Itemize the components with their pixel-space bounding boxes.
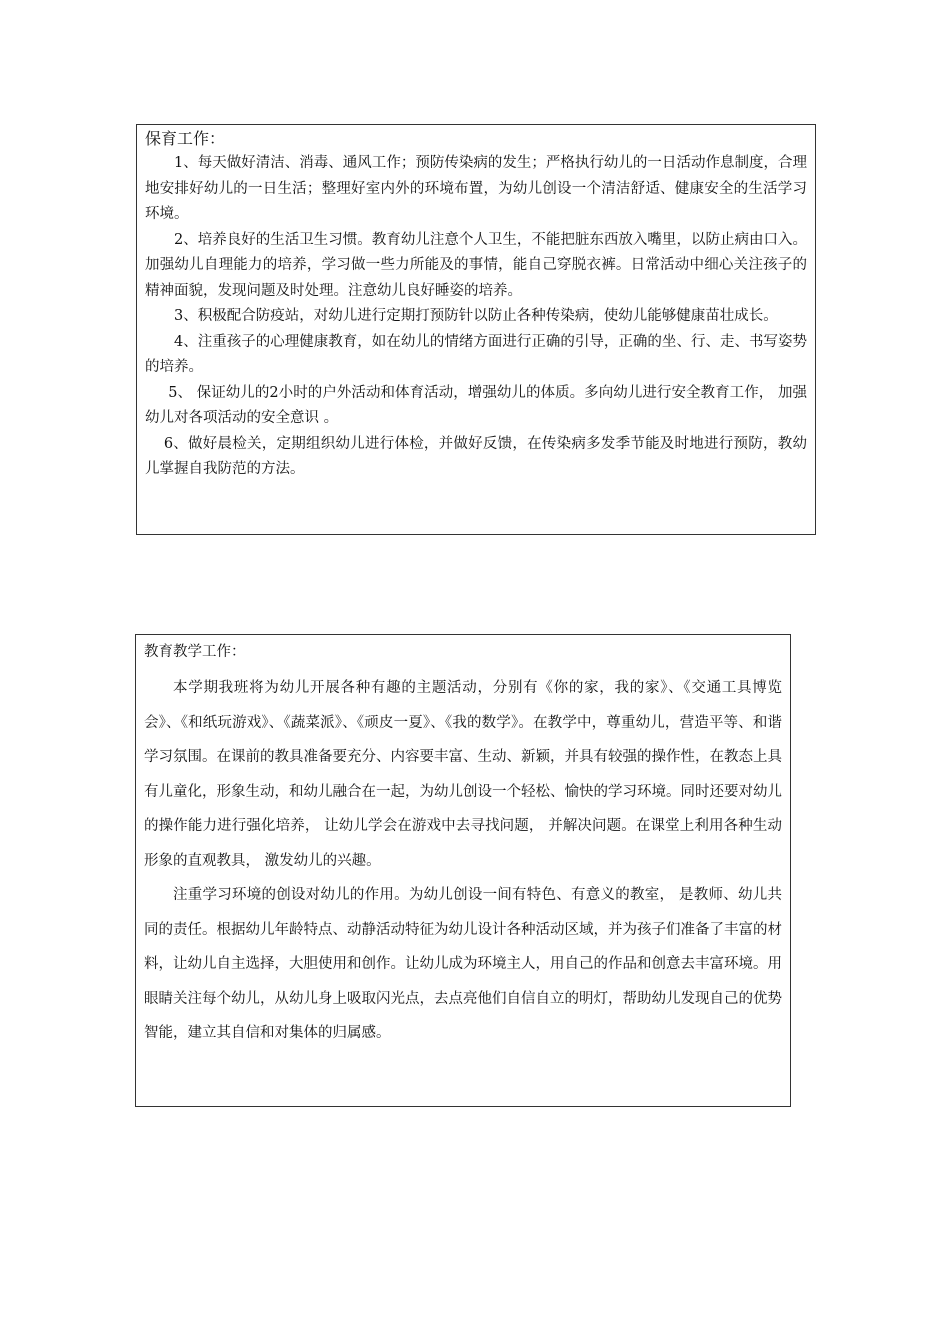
- care-item-2: 2、培养良好的生活卫生习惯。教育幼儿注意个人卫生，不能把脏东西放入嘴里，以防止病由口入。加强幼儿自理能力的培养，学习做一些力所能及的事情，能自己穿脱衣裤。日常活动中细心关注孩子的精神面貌，发现问题及时处理。注意幼儿良好睡姿的培养。: [145, 231, 807, 299]
- care-work-section: [136, 124, 816, 535]
- teaching-paragraph-1: 本学期我班将为幼儿开展各种有趣的主题活动，分别有《你的家，我的家》、《交通工具博览会》、《和纸玩游戏》、《蔬菜派》、《顽皮一夏》、《我的数学》。在教学中，尊重幼儿，营造平等、和谐学习氛围。在课前的教具准备要充分、内容要丰富、生动、新颖，并具有较强的操作性，在教态上具有儿童化，形象生动，和幼儿融合在一起，为幼儿创设一个轻松、愉快的学习环境。同时还要对幼儿的操作能力进行强化培养， 让幼儿学会在游戏中去寻找问题， 并解决问题。在课堂上利用各种生动形象的直观教具， 激发幼儿的兴趣。: [144, 680, 782, 869]
- care-item-3: 3、积极配合防疫站，对幼儿进行定期打预防针以防止各种传染病，使幼儿能够健康苗壮成长。: [174, 308, 778, 324]
- care-item-6: 6、做好晨检关，定期组织幼儿进行体检，并做好反馈，在传染病多发季节能及时地进行预防，教幼儿掌握自我防范的方法。: [145, 435, 807, 477]
- teaching-paragraph-2: 注重学习环境的创设对幼儿的作用。为幼儿创设一间有特色、有意义的教室， 是教师、幼儿共同的责任。根据幼儿年龄特点、动静活动特征为幼儿设计各种活动区域，并为孩子们准备了丰富的材料，让幼儿自主选择，大胆使用和创作。让幼儿成为环境主人，用自己的作品和创意去丰富环境。用眼睛关注每个幼儿，从幼儿身上吸取闪光点，去点亮他们自信自立的明灯，帮助幼儿发现自己的优势智能，建立其自信和对集体的归属感。: [144, 887, 782, 1041]
- care-item-1: 1、每天做好清洁、消毒、通风工作；预防传染病的发生；严格执行幼儿的一日活动作息制度，合理地安排好幼儿的一日生活；整理好室内外的环境布置，为幼儿创设一个清洁舒适、健康安全的生活学习环境。: [145, 155, 807, 222]
- care-item-4: 4、注重孩子的心理健康教育，如在幼儿的情绪方面进行正确的引导，正确的坐、行、走、书写姿势的培养。: [145, 333, 807, 375]
- care-work-heading: 保育工作：: [145, 129, 226, 148]
- teaching-work-heading: 教育教学工作：: [144, 644, 246, 660]
- care-item-5: 5、 保证幼儿的2小时的户外活动和体育活动，增强幼儿的体质。多向幼儿进行安全教育工作， 加强幼儿对各项活动的安全意识 。: [145, 384, 807, 426]
- teaching-work-section: [135, 634, 791, 1107]
